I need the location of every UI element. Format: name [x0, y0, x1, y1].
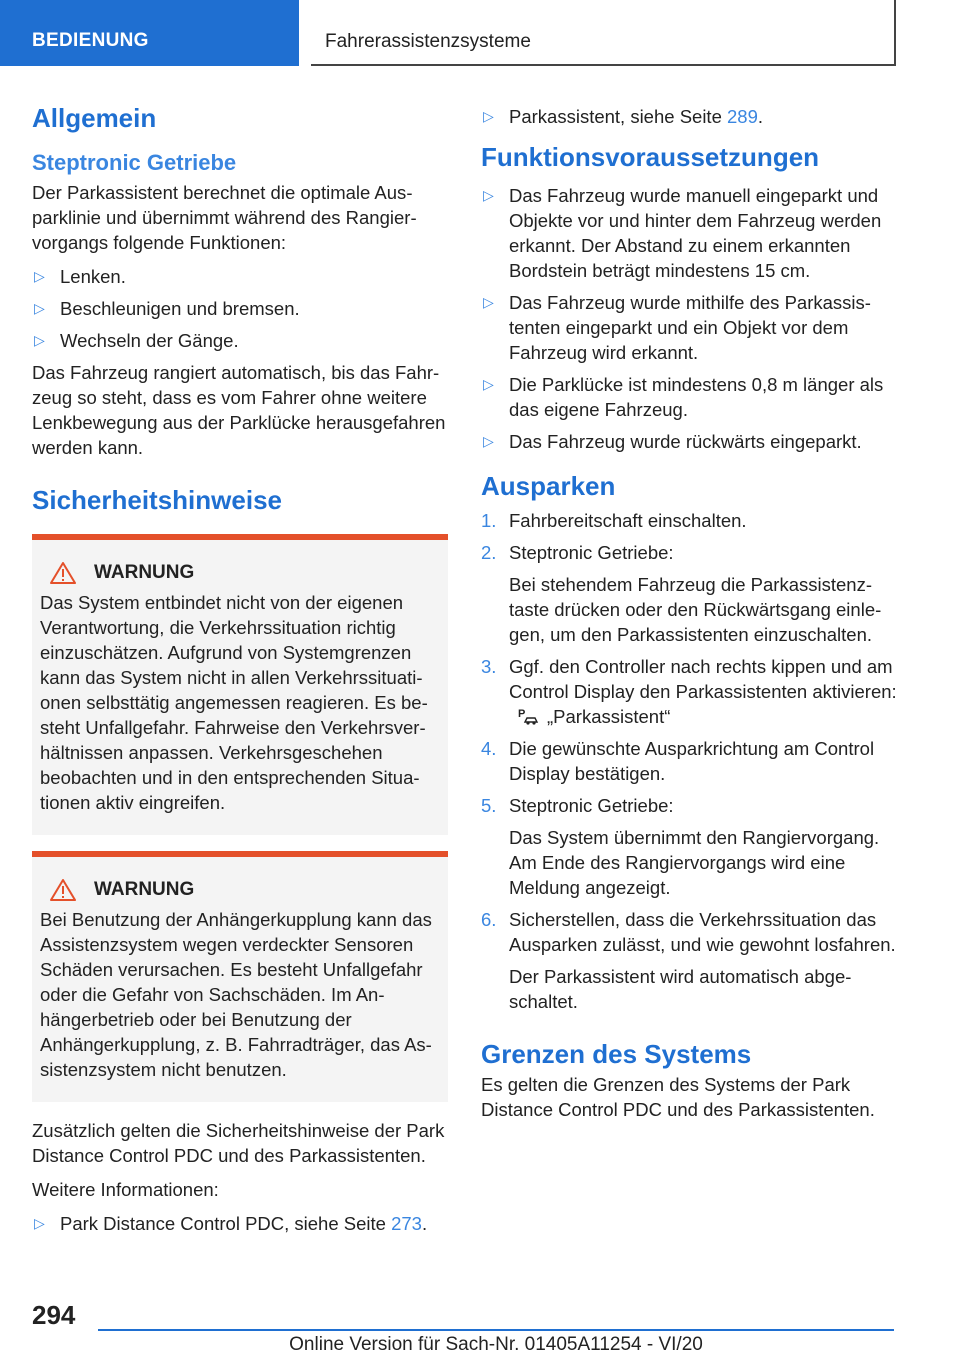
list-item: ▷ Beschleunigen und bremsen. — [34, 298, 300, 319]
warning-title — [40, 560, 440, 586]
warning-box — [32, 534, 448, 835]
header-chapter-tab — [311, 0, 896, 66]
bullet-triangle-icon: ▷ — [483, 376, 494, 392]
more-info-list — [32, 1211, 448, 1236]
after-paragraph: Das Fahrzeug rangiert automatisch, bis das Fahrzeug so steht, dass es vom Fahrer ohne weitere Lenkbewegung aus der Parklücke herausgefahren werden kann. — [32, 362, 446, 458]
list-item: ▷ Parkassistent, siehe Seite 289. — [483, 106, 764, 127]
step-item: 2. Steptronic Getriebe: Bei stehendem Fahrzeug die Parkassistenztaste drücken oder den Rückwärtsgang einlegen, um den Parkassistenten einzuschalten. — [481, 542, 882, 645]
warning-text: Das System entbindet nicht von der eigenen Verantwortung, die Verkehrssituation richtig einzuschätzen. Aufgrund von Systemgrenzen kann das System nicht in allen Verkehrssituationen selbsttätig angemessen reagieren. Es besteht Unfallgefahr. Fahrweise den Verkehrsverhältnissen anpassen. Verkehrsgeschehen beobachten und in den entsprechenden Situationen aktiv eingreifen. — [40, 592, 428, 813]
step-item: 6. Sicherstellen, dass die Verkehrssituation das Ausparken zulässt, und wie gewohnt losfahren. Der Parkassistent wird automatisch abgeschaltet. — [481, 909, 896, 1012]
header-section-tab — [0, 0, 299, 66]
step-item: 3. Ggf. den Controller nach rechts kippen und am Control Display den Parkassistenten aktivieren: P „Parkassistent“ — [481, 656, 897, 727]
warning-title-label: WARNUNG — [94, 562, 195, 583]
page-number: 294 — [32, 1300, 76, 1330]
bullet-triangle-icon: ▷ — [483, 433, 494, 449]
warning-triangle-icon — [50, 878, 76, 902]
heading-allgemein: Allgemein — [32, 103, 157, 133]
bullet-triangle-icon: ▷ — [483, 108, 494, 124]
step-item: 1. Fahrbereitschaft einschalten. — [481, 510, 747, 531]
additional-paragraph: Zusätzlich gelten die Sicherheitshinweise der Park Distance Control PDC und des Parkassistenten. — [32, 1120, 445, 1166]
right-column — [481, 104, 901, 1131]
list-item: ▷ Lenken. — [34, 266, 126, 287]
step-item: 5. Steptronic Getriebe: Das System übernimmt den Rangiervorgang. Am Ende des Rangiervorgangs wird eine Meldung angezeigt. — [481, 795, 880, 898]
svg-text:P: P — [518, 708, 526, 720]
footer-divider — [98, 1329, 894, 1331]
page-link-273[interactable]: 273 — [391, 1213, 422, 1234]
list-item: ▷ Wechseln der Gänge. — [34, 330, 239, 351]
more-info-label: Weitere Informationen: — [32, 1179, 219, 1200]
limits-paragraph: Es gelten die Grenzen des Systems der Park Distance Control PDC und des Parkassistenten. — [481, 1074, 875, 1120]
list-item: ▷ Das Fahrzeug wurde rückwärts eingeparkt. — [483, 431, 862, 452]
header-chapter-label: Fahrerassistenzsysteme — [325, 31, 531, 52]
heading-ausparken: Ausparken — [481, 471, 616, 501]
bullet-triangle-icon: ▷ — [34, 332, 45, 348]
warning-triangle-icon — [50, 561, 76, 585]
bullet-triangle-icon: ▷ — [34, 268, 45, 284]
left-column — [32, 100, 448, 1243]
park-ref-list — [481, 104, 901, 129]
bullet-triangle-icon: ▷ — [34, 1215, 45, 1231]
heading-steptronic: Steptronic Getriebe — [32, 150, 237, 175]
intro-paragraph: Der Parkassistent berechnet die optimale Ausparklinie und übernimmt während des Rangiervorgangs folgende Funktionen: — [32, 182, 417, 253]
parking-assistant-icon — [517, 706, 539, 726]
heading-sicherheitshinweise: Sicherheitshinweise — [32, 485, 282, 515]
bullet-triangle-icon: ▷ — [34, 300, 45, 316]
list-item: ▷ Die Parklücke ist mindestens 0,8 m länger als das eigene Fahrzeug. — [483, 374, 884, 420]
warning-title — [40, 877, 440, 903]
list-item: ▷ Park Distance Control PDC, siehe Seite 273. — [34, 1213, 428, 1234]
ausparken-steps — [481, 508, 901, 1014]
list-item: ▷ Das Fahrzeug wurde mithilfe des Parkassistenten eingeparkt und ein Objekt vor dem Fahrzeug wird erkannt. — [483, 292, 871, 363]
function-list — [32, 264, 448, 353]
bullet-triangle-icon: ▷ — [483, 187, 494, 203]
requirements-list — [481, 183, 901, 454]
warning-box — [32, 851, 448, 1102]
step-item: 4. Die gewünschte Ausparkrichtung am Control Display bestätigen. — [481, 738, 875, 784]
heading-grenzen: Grenzen des Systems — [481, 1039, 752, 1069]
page-link-289[interactable]: 289 — [727, 106, 758, 127]
list-item: ▷ Das Fahrzeug wurde manuell eingeparkt und Objekte vor und hinter dem Fahrzeug werden erkannt. Der Abstand zu einem erkannten Bordstein beträgt mindestens 15 cm. — [483, 185, 882, 281]
bullet-triangle-icon: ▷ — [483, 294, 494, 310]
footer-version: Online Version für Sach-Nr. 01405A11254 - VI/20 — [289, 1334, 703, 1355]
warning-text: Bei Benutzung der Anhängerkupplung kann das Assistenzsystem wegen verdeckter Sensoren Schäden verursachen. Es besteht Unfallgefahr oder die Gefahr von Sachschäden. Im Anhängerbetrieb oder bei Benutzung der Anhängerkupplung, z. B. Fahrradträger, das Assistenzsystem nicht benutzen. — [40, 909, 432, 1080]
heading-funktionsvoraussetzungen: Funktionsvoraussetzungen — [481, 142, 820, 172]
warning-title-label: WARNUNG — [94, 879, 195, 900]
header-section-label: BEDIENUNG — [32, 30, 149, 51]
